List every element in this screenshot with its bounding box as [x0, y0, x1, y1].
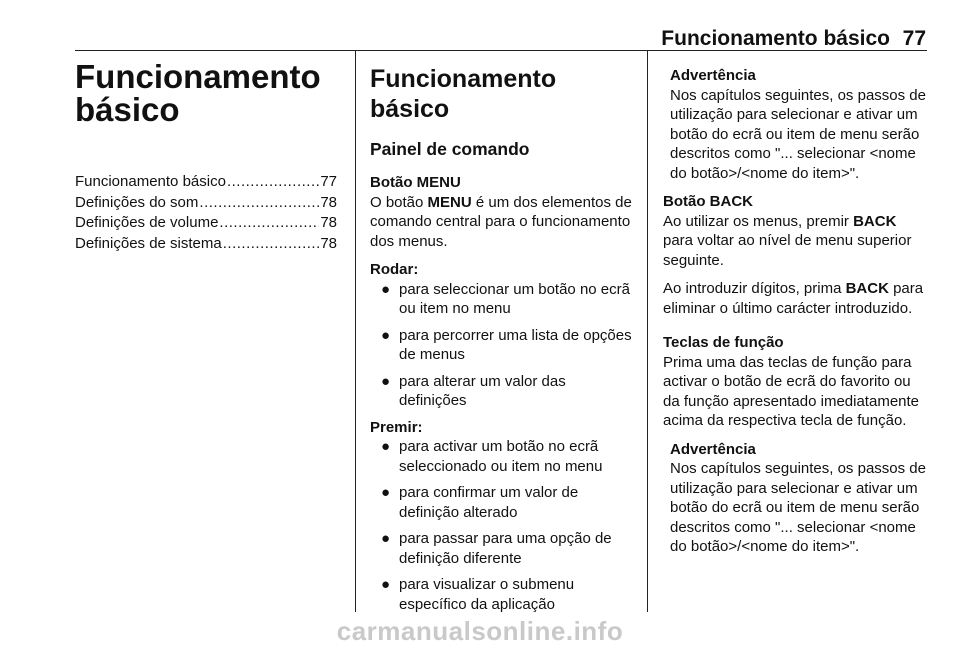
toc-entry[interactable]: [75, 193, 337, 214]
toc-entry-label: Funcionamento básico: [75, 173, 226, 190]
list-item-text: para visualizar o submenu específico da aplicação: [399, 576, 575, 613]
bullet-icon: ●: [381, 484, 391, 501]
list-item-text: para seleccionar um botão no ecrã ou item no menu: [399, 280, 630, 317]
advertencia-note-2: [663, 440, 928, 557]
watermark: carmanualsonline.info: [336, 616, 624, 646]
bullet-icon: ●: [381, 326, 391, 344]
running-header-title: Funcionamento básico: [661, 27, 890, 50]
list-item: [370, 326, 634, 365]
toc-leader-dots: [223, 234, 320, 255]
bullet-icon: ●: [381, 438, 391, 455]
menu-paragraph: [370, 193, 634, 252]
toc-entry[interactable]: [75, 213, 337, 234]
page-number: 77: [902, 27, 926, 50]
advertencia-note-1: [663, 66, 928, 183]
header-rule: [75, 50, 927, 51]
back-text2-bold: BACK: [845, 280, 889, 297]
list-item: [370, 372, 634, 411]
bullet-icon: ●: [381, 576, 391, 593]
list-item: [370, 575, 634, 614]
menu-heading: Botão MENU: [370, 174, 461, 191]
premir-label: Premir:: [370, 418, 423, 436]
list-item: [370, 529, 634, 568]
list-item-text: para passar para uma opção de definição diferente: [399, 530, 612, 567]
toc-entry-page: 77: [320, 173, 337, 190]
toc-entry[interactable]: [75, 234, 337, 255]
toc-leader-dots: [227, 172, 319, 193]
toc-leader-dots: [199, 193, 319, 214]
chapter-title-line1: Funcionamento: [75, 58, 321, 95]
toc-entry-label: Definições de volume: [75, 214, 219, 231]
content-column-3: [663, 66, 928, 557]
bullet-icon: ●: [381, 372, 391, 390]
column-divider-1: [355, 50, 356, 612]
list-item-text: para confirmar um valor de definição alterado: [399, 484, 579, 521]
menu-text-pre: O botão: [370, 193, 428, 211]
note-text: Nos capítulos seguintes, os passos de utilização para selecionar e ativar um botão do ecrã ou item de menu serão descritos como "... selecionar <nome do botão>/<nome do item>".: [670, 460, 926, 555]
toc-entry-page: 78: [320, 193, 337, 211]
note-text: Nos capítulos seguintes, os passos de utilização para selecionar e ativar um botão do ecrã ou item de menu serão descritos como "... selecionar <nome do botão>/<nome do item>".: [670, 86, 926, 182]
rodar-list: [370, 280, 634, 411]
note-title: Advertência: [670, 67, 756, 84]
list-item-text: para alterar um valor das definições: [399, 372, 566, 409]
toc-leader-dots: [219, 213, 319, 234]
function-keys-paragraph: Prima uma das teclas de função para activar o botão de ecrã do favorito ou da função apresentado imediatamente acima da respectiva tecla de função.: [663, 353, 920, 429]
premir-list: [370, 437, 634, 614]
list-item-text: para activar um botão no ecrã seleccionado ou item no menu: [399, 438, 603, 475]
back-text1-bold: BACK: [853, 212, 897, 230]
list-item: [370, 483, 634, 522]
back-text2-post: para eliminar o último carácter introduzido.: [663, 280, 924, 317]
column-divider-2: [647, 50, 648, 612]
back-text1-post: para voltar ao nível de menu superior seguinte.: [663, 232, 912, 269]
note-title: Advertência: [670, 440, 756, 458]
toc-entry-label: Definições do som: [75, 193, 199, 211]
back-heading: Botão BACK: [663, 193, 753, 210]
toc-entry[interactable]: [75, 172, 337, 193]
back-text1-pre: Ao utilizar os menus, premir: [663, 212, 854, 230]
list-item: [370, 280, 634, 319]
toc-entry-page: 78: [320, 234, 337, 252]
bullet-icon: ●: [381, 530, 391, 547]
list-item: [370, 437, 634, 476]
back-paragraph-1: [663, 212, 928, 271]
menu-text-bold: MENU: [427, 193, 472, 211]
menu-text-post: é um dos elementos de comando central para o funcionamento dos menus.: [370, 193, 632, 250]
subsection-title: Painel de comando: [370, 139, 530, 159]
chapter-toc: [75, 172, 337, 254]
list-item-text: para percorrer uma lista de opções de menus: [399, 326, 632, 363]
toc-entry-label: Definições de sistema: [75, 234, 222, 252]
chapter-title: [75, 60, 350, 126]
rodar-label: Rodar:: [370, 261, 419, 278]
toc-entry-page: 78: [320, 214, 337, 231]
bullet-icon: ●: [381, 280, 391, 298]
function-keys-heading: Teclas de função: [663, 334, 784, 351]
back-paragraph-2: [663, 279, 928, 318]
back-text2-pre: Ao introduzir dígitos, prima: [663, 280, 846, 297]
section-title: Funcionamento básico: [370, 65, 557, 123]
chapter-title-line2: básico: [75, 91, 180, 128]
content-column-2: [370, 64, 634, 621]
